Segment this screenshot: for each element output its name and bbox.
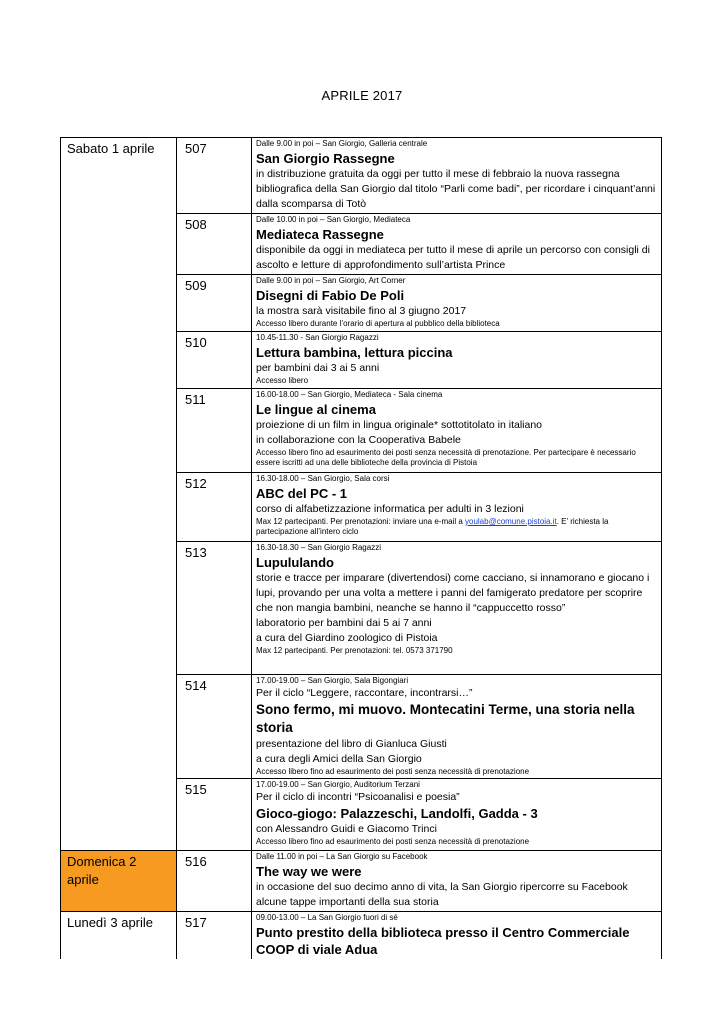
event-title: Le lingue al cinema [256, 402, 376, 417]
event-details [252, 473, 662, 542]
event-note: Accesso libero fino ad esaurimento dei posti senza necessità di prenotazione [256, 837, 530, 846]
event-description: presentazione del libro di Gianluca Giusti [256, 738, 447, 750]
event-time-place: 17.00-19.00 – San Giorgio, Auditorium Terzani [256, 780, 420, 789]
event-time-place: Dalle 9.00 in poi – San Giorgio, Art Corner [256, 276, 406, 285]
page-title: APRILE 2017 [321, 88, 403, 103]
event-title: Gioco-giogo: Palazzeschi, Landolfi, Gadda - 3 [256, 806, 538, 821]
event-details [252, 675, 662, 779]
event-number: 508 [177, 214, 252, 275]
event-description: disponibile da oggi in mediateca per tutto il mese di aprile un percorso con consigli di ascolto e letture di approfondimento sull’artista Prince [256, 244, 650, 271]
event-note: Accesso libero durante l’orario di apertura al pubblico della biblioteca [256, 319, 500, 328]
event-number: 514 [177, 675, 252, 779]
event-time-place: Dalle 11.00 in poi – La San Giorgio su Facebook [256, 852, 428, 861]
table-row [61, 912, 662, 960]
event-number: 509 [177, 275, 252, 332]
event-title: Lupululando [256, 555, 334, 570]
event-details [252, 851, 662, 912]
event-title: Mediateca Rassegne [256, 227, 384, 242]
event-note: Accesso libero [256, 376, 309, 385]
event-partner: a cura del Giardino zoologico di Pistoia [256, 632, 438, 644]
event-title: ABC del PC - 1 [256, 486, 348, 501]
email-link[interactable]: youlab@comune.pistoia.it [465, 517, 557, 526]
event-number: 512 [177, 473, 252, 542]
event-title: Punto prestito della biblioteca presso il Centro Commerciale COOP di viale Adua [256, 925, 630, 957]
event-details [252, 138, 662, 214]
event-description: la mostra sarà visitabile fino al 3 giugno 2017 [256, 305, 467, 317]
event-number: 511 [177, 389, 252, 473]
event-details [252, 779, 662, 851]
event-details [252, 275, 662, 332]
event-number: 507 [177, 138, 252, 214]
event-number: 513 [177, 542, 252, 675]
event-number: 515 [177, 779, 252, 851]
day-cell-monday: Lunedì 3 aprile [61, 912, 177, 960]
event-time-place: 10.45-11.30 - San Giorgio Ragazzi [256, 333, 379, 342]
note-text: . E’ richiesta la partecipazione all’intero ciclo [256, 517, 609, 536]
event-number: 510 [177, 332, 252, 389]
event-partner: in collaborazione con la Cooperativa Babele [256, 434, 461, 446]
event-time-place: 16.00-18.00 – San Giorgio, Mediateca - Sala cinema [256, 390, 443, 399]
event-time-place: 17.00-19.00 – San Giorgio, Sala Bigongiari [256, 676, 409, 685]
event-description: proiezione di un film in lingua originale* sottotitolato in italiano [256, 419, 543, 431]
event-time-place: 09.00-13.00 – La San Giorgio fuori di sé [256, 913, 398, 922]
event-title: Sono fermo, mi muovo. Montecatini Terme, una storia nella storia [256, 702, 635, 735]
event-time-place: Dalle 10.00 in poi – San Giorgio, Mediateca [256, 215, 411, 224]
event-note: Max 12 partecipanti. Per prenotazioni: tel. 0573 371790 [256, 646, 453, 655]
event-title: Disegni di Fabio De Poli [256, 288, 405, 303]
event-note: Accesso libero fino ad esaurimento dei posti senza necessità di prenotazione. Per partecipare è necessario essere iscritti ad una delle biblioteche della provincia di Pistoia [256, 448, 636, 467]
event-series: Per il ciclo di incontri “Psicoanalisi e poesia” [256, 791, 460, 803]
event-details [252, 389, 662, 473]
day-cell-saturday: Sabato 1 aprile [61, 138, 177, 851]
event-number: 516 [177, 851, 252, 912]
event-description: corso di alfabetizzazione informatica per adulti in 3 lezioni [256, 503, 524, 515]
event-description: per bambini dai 3 ai 5 anni [256, 362, 380, 374]
event-partner: a cura degli Amici della San Giorgio [256, 753, 422, 765]
event-title: The way we were [256, 864, 362, 879]
table-row [61, 138, 662, 214]
event-time-place: 16.30-18.30 – San Giorgio Ragazzi [256, 543, 381, 552]
event-series: Per il ciclo “Leggere, raccontare, incontrarsi…” [256, 687, 473, 699]
event-title: Lettura bambina, lettura piccina [256, 345, 453, 360]
event-time-place: Dalle 9.00 in poi – San Giorgio, Galleria centrale [256, 139, 428, 148]
day-cell-sunday: Domenica 2 aprile [61, 851, 177, 912]
event-audience: laboratorio per bambini dai 5 ai 7 anni [256, 617, 432, 629]
event-description: con Alessandro Guidi e Giacomo Trinci [256, 823, 437, 835]
note-text: Max 12 partecipanti. Per prenotazioni: inviare una e-mail a [256, 517, 465, 526]
event-details [252, 912, 662, 960]
event-description: in occasione del suo decimo anno di vita, la San Giorgio ripercorre su Facebook alcune tappe importanti della sua storia [256, 881, 628, 908]
event-description: storie e tracce per imparare (divertendosi) come cacciano, si innamorano e giocano i lupi, provando per una volta a mettere i panni del famigerato predatore per scoprire che non mangia bambini, neanche se hanno il “cappuccetto rosso” [256, 572, 650, 614]
events-table [60, 137, 662, 959]
event-time-place: 16.30-18.00 – San Giorgio, Sala corsi [256, 474, 390, 483]
event-description: in distribuzione gratuita da oggi per tutto il mese di febbraio la nuova rassegna bibliografica della San Giorgio dal titolo “Parli come badi”, per ricordare i cinquant’anni dalla scomparsa di Totò [256, 168, 656, 210]
event-title: San Giorgio Rassegne [256, 151, 395, 166]
event-note: Accesso libero fino ad esaurimento dei posti senza necessità di prenotazione [256, 767, 530, 776]
event-note [256, 517, 657, 537]
event-details [252, 214, 662, 275]
event-details [252, 542, 662, 675]
event-number: 517 [177, 912, 252, 960]
table-row [61, 851, 662, 912]
event-details [252, 332, 662, 389]
